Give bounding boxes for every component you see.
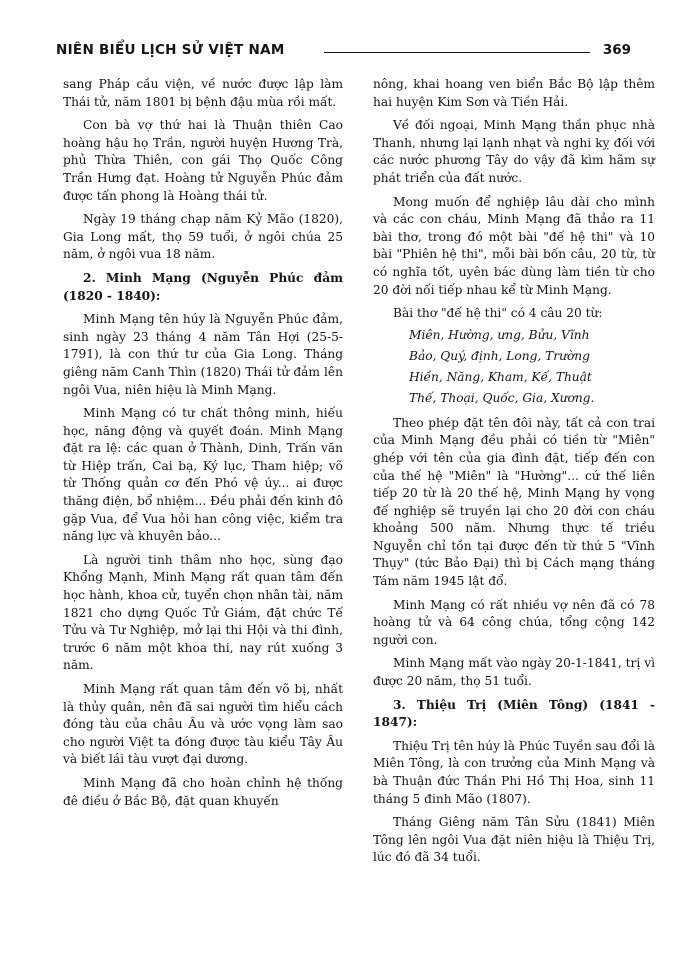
poem-line: Thế, Thoại, Quốc, Gia, Xương. — [409, 390, 595, 405]
right-column — [373, 76, 655, 873]
paragraph: Là người tinh thâm nho học, sùng đạo Khổng Mạnh, Minh Mạng rất quan tâm đến học hành, khoa cử, tuyển chọn nhân tài, năm 1821 cho dựng Quốc Tử Giám, đặt chức Tế Tửu và Tư Nghiệp, mở lại thi Hội và thi đình, trước 6 năm một khoa thi, nay rút xuống 3 năm. — [63, 552, 343, 673]
poem-line: Miên, Hường, ưng, Bửu, Vĩnh — [409, 327, 590, 342]
paragraph: nông, khai hoang ven biển Bắc Bộ lập thêm hai huyện Kim Sơn và Tiền Hải. — [373, 77, 655, 109]
running-header — [56, 40, 631, 64]
paragraph: Con bà vợ thứ hai là Thuận thiên Cao hoàng hậu họ Trần, người huyện Hương Trà, phủ Thừa Thiên, con gái Thọ Quốc Công Trần Hưng đạt. Hoàng tử Nguyễn Phúc đảm được tấn phong là Hoàng thái tử. — [63, 118, 343, 203]
paragraph: Thiệu Trị tên húy là Phúc Tuyền sau đổi là Miên Tông, là con trưởng của Minh Mạng và bà Thuận đức Thần Phi Hồ Thị Hoa, sinh 11 tháng 5 đinh Mão (1807). — [373, 738, 655, 806]
poem — [373, 325, 655, 409]
paragraph: sang Pháp cầu viện, về nước được lập làm Thái tử, năm 1801 bị bệnh đậu mùa rồi mất. — [63, 77, 343, 109]
paragraph: Theo phép đặt tên đôi này, tất cả con trai của Minh Mạng đều phải có tiền từ "Miên" ghép với tên của gia đình đặt, tiếp đến con của thế hệ "Miên" là "Hường"... cứ thế liên tiếp 20 từ là 20 thế hệ, Minh Mạng hy vọng đế nghiệp sẽ truyền lại cho 20 đời con cháu khoảng 500 năm. Nhưng thực tế triều Nguyễn chỉ tồn tại được đến từ thứ 5 "Vĩnh Thụy" (tức Bảo Đại) thì bị Cách mạng tháng Tám năm 1945 lật đổ. — [373, 415, 655, 589]
page-number: 369 — [602, 42, 631, 58]
paragraph: Về đối ngoại, Minh Mạng thần phục nhà Thanh, nhưng lại lạnh nhạt và nghi kỵ đối với các nước phương Tây do vậy đã kìm hãm sự phát triển của đất nước. — [373, 118, 655, 185]
paragraph: Minh Mạng rất quan tâm đến võ bị, nhất là thủy quân, nên đã sai người tìm hiểu cách đóng tàu của châu Âu và ước vọng làm sao cho người Việt ta đóng được tàu kiểu Tây Âu và biết lái tàu vượt đại dương. — [63, 682, 343, 767]
book-title: NIÊN BIỂU LỊCH SỬ VIỆT NAM — [56, 42, 285, 58]
header-rule — [324, 52, 590, 53]
poem-line: Hiền, Năng, Kham, Kế, Thuật — [409, 369, 592, 384]
paragraph: Minh Mạng mất vào ngày 20-1-1841, trị vì được 20 năm, thọ 51 tuổi. — [373, 656, 655, 689]
left-column — [63, 76, 343, 816]
poem-intro: Bài thơ "đế hệ thi" có 4 câu 20 từ: — [393, 306, 603, 321]
paragraph: Minh Mạng đã cho hoàn chỉnh hệ thống đê điều ở Bắc Bộ, đặt quan khuyến — [63, 775, 343, 808]
section-heading: 2. Minh Mạng (Nguyễn Phúc đảm (1820 - 1840): — [63, 270, 343, 303]
paragraph: Minh Mạng tên húy là Nguyễn Phúc đảm, sinh ngày 23 tháng 4 năm Tân Hợi (25-5-1791), là con thứ tư của Gia Long. Tháng giêng năm Canh Thìn (1820) Thái tử đảm lên ngôi Vua, niên hiệu là Minh Mạng. — [63, 312, 343, 397]
section-heading: 3. Thiệu Trị (Miên Tông) (1841 - 1847): — [373, 697, 655, 730]
paragraph: Ngày 19 tháng chạp năm Kỷ Mão (1820), Gia Long mất, thọ 59 tuổi, ở ngôi chúa 25 năm, ở ngôi vua 18 năm. — [63, 212, 343, 262]
paragraph: Tháng Giêng năm Tân Sửu (1841) Miên Tông lên ngôi Vua đặt niên hiệu là Thiệu Trị, lúc đó đã 34 tuổi. — [373, 815, 655, 865]
poem-line: Bảo, Quý, định, Long, Trường — [409, 348, 590, 363]
paragraph: Mong muốn để nghiệp lâu dài cho mình và các con cháu, Minh Mạng đã thảo ra 11 bài thơ, trong đó một bài "đế hệ thi" và 10 bài "Phiên hệ thi", mỗi bài bốn câu, 20 từ, từ có nghĩa tốt, uyên bác dùng làm tiền từ cho 20 đời nối tiếp nhau kể từ Minh Mạng. — [373, 194, 655, 297]
paragraph: Minh Mạng có tư chất thông minh, hiếu học, năng động và quyết đoán. Minh Mạng đặt ra lệ: các quan ở Thành, Dinh, Trấn văn từ Hiệp trấn, Cai bạ, Ký lục, Tham hiệp; võ từ Thống quản cơ đến Phó vệ úy... ai được thăng điện, bổ nhiệm... Đều phải đến kinh đô gặp Vua, để Vua hỏi han công việc, kiểm tra năng lực và khuyên bảo... — [63, 406, 343, 544]
paragraph: Minh Mạng có rất nhiều vợ nên đã có 78 hoàng tử và 64 công chúa, tổng cộng 142 người con. — [373, 597, 655, 647]
